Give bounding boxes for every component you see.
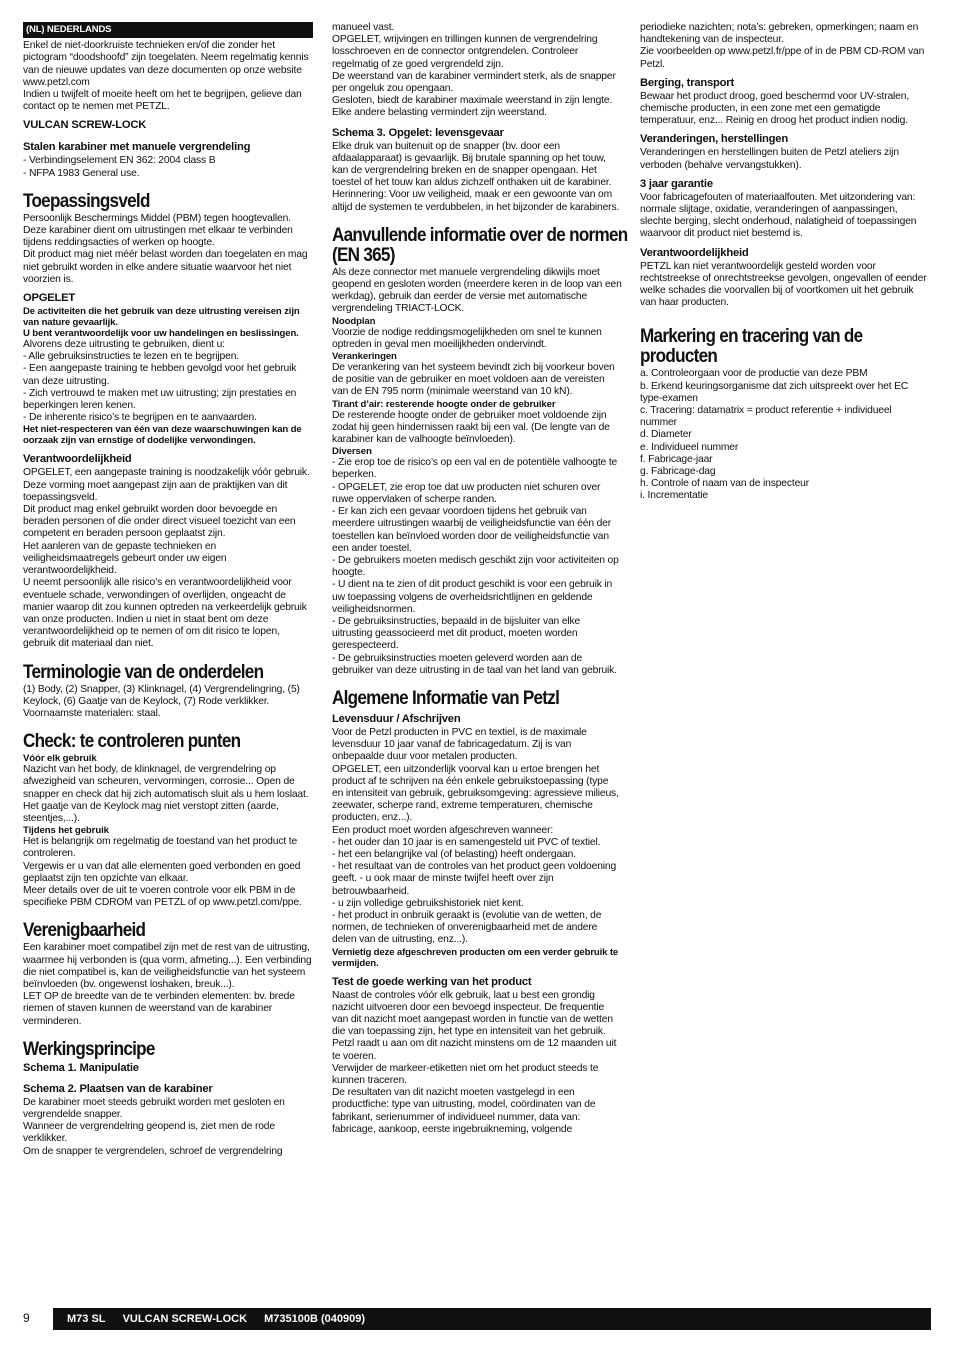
paragraph: Zie voorbeelden op www.petzl.fr/ppe of in de PBM CD-ROM van Petzl. (640, 46, 925, 70)
paragraph: PETZL kan niet verantwoordelijk gesteld worden voor rechtstreekse of onrechtstreekse gevolgen, ongevallen of eender welke schades die voorvallen bij of voortkomen uit het gebruik van haar producten. (640, 260, 927, 309)
list-item: - Zich vertrouwd te maken met uw uitrusting; zijn prestaties en beperkingen leren kenen. (23, 387, 297, 412)
list-item: - u zijn volledige gebruikshistoriek niet kent. (332, 897, 524, 909)
subsection-title: Veranderingen, herstellingen (640, 133, 788, 146)
list-item: g. Fabricage-dag (640, 466, 716, 478)
paragraph: Dit product mag enkel gebruikt worden door bevoegde en beraden personen of die onder direct visueel toezicht van een competent en beraden persoon geplaatst zijn. (23, 504, 296, 540)
intro-text: Enkel de niet-doorkruiste technieken en/of die zonder het pictogram “doodshoofd” zijn toegelaten. Neem regelmatig kennis van de nieuwe updates van deze documenten op onze website www.petzl.com (23, 40, 309, 88)
column-3 (640, 22, 930, 503)
section-title-check: Check: te controleren punten (23, 731, 241, 753)
paragraph: Gesloten, biedt de karabiner maximale weerstand in zijn lengte. Elke andere belasting vermindert zijn weerstand. (332, 95, 613, 119)
list-item: - het ouder dan 10 jaar is en samengesteld uit PVC of textiel. (332, 836, 601, 848)
section-title-aanvullende: Aanvullende informatie over de normen (EN 365) (332, 224, 628, 266)
paragraph: Vergewis er u van dat alle elementen goed verbonden en goed geplaatst zijn ten opzichte van elkaar. (23, 860, 301, 884)
standard-item: - Verbindingselement EN 362: 2004 class B (23, 155, 216, 167)
column-1 (23, 22, 313, 1158)
paragraph: De resultaten van dit nazicht moeten vastgelegd in een productfiche: type van uitrusting, model, coördinaten van de fabrikant, serienummer of individueel nummer, data van: fabricage, aankoop, eerste ingebruikneming, volgende (332, 1087, 596, 1135)
subsection-title: 3 jaar garantie (640, 177, 713, 190)
section-title-verenigbaarheid: Verenigbaarheid (23, 920, 146, 942)
paragraph: Bewaar het product droog, goed beschermd voor UV-stralen, chemische producten, in een zone met een gematigde temperatuur, enz... Reinig en droog het product indien nodig. (640, 90, 910, 127)
intro-text: Indien u twijfelt of moeite heeft om het te begrijpen, gelieve dan contact op te nemen met PETZL. (23, 89, 302, 113)
paragraph: Het is belangrijk om regelmatig de toestand van het product te controleren. (23, 836, 298, 860)
paragraph: Dit product mag niet méér belast worden dan toegelaten en mag niet gebruikt worden in elke andere situatie waarvoor het niet voorzien is. (23, 249, 308, 285)
subsection-title: Tirant d’air: resterende hoogte onder de gebruiker (332, 398, 556, 410)
footer (23, 1308, 931, 1330)
subsection-title: Levensduur / Afschrijven (332, 712, 461, 725)
bold-warning: Het niet-respecteren van één van deze waarschuwingen kan de oorzaak zijn van ernstige of dodelijke verwondingen. (23, 424, 302, 447)
list-item: - Alle gebruiksinstructies te lezen en te begrijpen. (23, 351, 239, 363)
subsection-title: Test de goede werking van het product (332, 975, 532, 988)
list-item: h. Controle of naam van de inspecteur (640, 478, 810, 490)
paragraph: Een karabiner moet compatibel zijn met de rest van de uitrusting, waarmee hij verbonden is (qua vorm, afmeting...). Een verbinding die niet compatibel is, kan de veiligheidsfunctie van het systeem beïnvloeden (bv. ongewenst loshaken, breuk...). (23, 942, 312, 990)
list-item: - De gebruiksinstructies, bepaald in de bijsluiter van elke uitrusting geassocieerd met dit product, moeten worden gerespecteerd. (332, 615, 581, 652)
list-item: - Er kan zich een gevaar voordoen tijdens het gebruik van meerdere uitrustingen waarbij de veiligheidsfunctie van één der toestellen kan beïnvloed worden door de veiligheidsfunctie van een ander toestel. (332, 506, 612, 554)
paragraph: Voorzie de nodige reddingsmogelijkheden om snel te kunnen optreden in geval men moeilijkheden ondervindt. (332, 326, 602, 350)
schema-title: Schema 3. Opgelet: levensgevaar (332, 126, 504, 139)
subsection-title: Diversen (332, 446, 372, 458)
list-item: - OPGELET, zie erop toe dat uw producten niet schuren over ruwe oppervlaken of scherpe randen. (332, 481, 601, 505)
paragraph: OPGELET, wrijvingen en trillingen kunnen de vergrendelring losschroeven en de connector ontgrendelen. Controleer regelmatig of ze goed vergrendeld zijn. (332, 34, 598, 70)
paragraph: Alvorens deze uitrusting te gebruiken, dient u: (23, 339, 225, 351)
schema-title: Schema 2. Plaatsen van de karabiner (23, 1082, 213, 1095)
paragraph: Het aanleren van de gepaste technieken en veiligheidsmaatregels gebeurt onder uw eigen verantwoordelijkheid. (23, 540, 227, 577)
product-name: VULCAN SCREW-LOCK (23, 119, 147, 132)
paragraph: Een product moet worden afgeschreven wanneer: (332, 824, 554, 836)
column-2 (332, 22, 628, 1136)
footer-ref: M735100B (040909) (264, 1313, 365, 1325)
paragraph: De karabiner moet steeds gebruikt worden met gesloten en vergrendelde snapper. (23, 1096, 285, 1120)
paragraph: Verwijder de markeer-etiketten niet om het product steeds te kunnen traceren. (332, 1062, 599, 1087)
bold-warning: De activiteiten die het gebruik van deze uitrusting vereisen zijn van nature gevaarlijk. (23, 306, 300, 329)
subsection-title: Tijdens het gebruik (23, 825, 109, 837)
subsection-title: Verantwoordelijkheid (640, 246, 749, 259)
subsection-title: OPGELET (23, 292, 76, 305)
paragraph: manueel vast. (332, 22, 395, 33)
list-item: c. Tracering: datamatrix = product referentie + individueel nummer (640, 405, 892, 429)
list-item: b. Erkend keuringsorganisme dat zich uitspreekt over het EC type-examen (640, 380, 909, 404)
paragraph: Elke druk van buitenuit op de snapper (bv. door een afdaalapparaat) is gevaarlijk. Bij brutale spanning op het touw, kan de vergrendelring breken en de snapper opengaan. Het toestel of het touw kan aldus zichzelf onthaken uit de karabiner. (332, 140, 612, 189)
paragraph: OPGELET, een aangepaste training is noodzakelijk vóór gebruik. Deze vorming moet aangepast zijn aan de praktijken van dit toepassingsveld. (23, 467, 310, 503)
page-number: 9 (23, 1311, 30, 1325)
bold-warning: U bent verantwoordelijk voor uw handelingen en beslissingen. (23, 328, 299, 340)
list-item: - het een belangrijke val (of belasting) heeft ondergaan. (332, 848, 576, 860)
list-item: - het product in onbruik geraakt is (evolutie van de wetten, de normen, de technieken of onverenigbaarheid met de andere delen van de uitrusting, enz...). (332, 909, 602, 946)
paragraph: Wanneer de vergrendelring geopend is, ziet men de rode verklikker. (23, 1121, 275, 1145)
subsection-title: Noodplan (332, 315, 376, 327)
paragraph: U neemt persoonlijk alle risico’s en verantwoordelijkheid voor eventuele schade, verwondingen of overlijden, ongeacht de manier waarop dit zou kunnen optreden na verkeerdelijk gebruik van onze producten. Indien u niet in staat bent om deze verantwoordelijkheid op te nemen of om dit risico te lopen, gebruik dit materiaal dan niet. (23, 577, 307, 650)
list-item: - Zie erop toe de risico’s op een val en de potentiële valhoogte te beperken. (332, 457, 618, 481)
subsection-title: Verankeringen (332, 351, 397, 363)
paragraph: Om de snapper te vergrendelen, schroef de vergrendelring (23, 1145, 283, 1157)
list-item: i. Incrementatie (640, 490, 708, 502)
footer-code: M73 SL (67, 1313, 106, 1325)
section-title-werkingsprincipe: Werkingsprincipe (23, 1038, 155, 1060)
standard-item: - NFPA 1983 General use. (23, 167, 140, 179)
subsection-title: Verantwoordelijkheid (23, 453, 132, 466)
product-subtitle: Stalen karabiner met manuele vergrendeling (23, 141, 251, 154)
list-item: a. Controleorgaan voor de productie van deze PBM (640, 368, 868, 380)
section-title-toepassingsveld: Toepassingsveld (23, 190, 150, 212)
paragraph: Als deze connector met manuele vergrendeling dikwijls moet geopend en gesloten worden (meerdere keren in de loop van een werkdag), gebruik dan eerder de versie met automatische vergrendeling TRIACT-LOCK. (332, 266, 622, 315)
list-item: - U dient na te zien of dit product geschikt is voor een gebruik in uw toepassing volgens de overheidsrichtlijnen en geldende veiligheidsnormen. (332, 579, 613, 615)
list-item: - De gebruiksinstructies moeten geleverd worden aan de gebruiker van deze uitrusting in de taal van het land van gebruik. (332, 652, 617, 676)
paragraph: periodieke nazichten; nota’s: gebreken, opmerkingen; naam en handtekening van de inspecteur. (640, 22, 919, 46)
paragraph: De verankering van het systeem bevindt zich bij voorkeur boven de positie van de gebruiker en moet voldoen aan de vereisten van de EN 795 norm (minimale weerstand van 10 kN). (332, 362, 615, 398)
language-header: (NL) NEDERLANDS (23, 22, 313, 38)
list-item: - De inherente risico’s te begrijpen en te aanvaarden. (23, 412, 257, 424)
bold-warning: Vernietig deze afgeschreven producten om een verder gebruik te vermijden. (332, 946, 619, 969)
paragraph: De resterende hoogte onder de gebruiker moet voldoende zijn zodat hij geen hindernissen raakt bij een val. (De lengte van de karabiner kan de valhoogte beïnvloeden). (332, 409, 610, 446)
paragraph: Naast de controles vóór elk gebruik, laat u best een grondig nazicht uitvoeren door een bevoegd inspecteur. De frequentie van dit nazicht moet aangepast worden in functie van de wetten die van toepassing zijn, het type en intensiteit van het gebruik. Petzl raadt u aan om dit nazicht minstens om de 12 maanden uit te voeren. (332, 989, 617, 1062)
paragraph: Meer details over de uit te voeren controle voor elk PBM in de specifieke PBM CDROM van PETZL of op www.petzl.com/ppe. (23, 884, 302, 909)
paragraph: Voornaamste materialen: staal. (23, 707, 161, 719)
list-item: - het resultaat van de controles van het product geen voldoening geeft. - u ook maar de minste twijfel heeft over zijn betrouwbaarheid. (332, 861, 617, 897)
list-item: d. Diameter (640, 429, 692, 441)
paragraph: Voor fabricagefouten of materiaalfouten. Met uitzondering van: normale slijtage, oxidatie, veranderingen of aanpassingen, slechte berging, slecht onderhoud, nalatigheid of toepassingen waarvoor dit product niet bestemd is. (640, 191, 917, 240)
paragraph: Nazicht van het body, de klinknagel, de vergrendelring op afwezigheid van scheuren, vervormingen, corrosie... Open de snapper en check dat hij zich automatisch sluit als u hem loslaat. Het gaatje van de Keylock mag niet verstopt zitten (aarde, steentjes,...). (23, 764, 309, 824)
list-item: - Een aangepaste training te hebben gevolgd voor het gebruik van deze uitrusting. (23, 363, 297, 387)
subsection-title: Vóór elk gebruik (23, 753, 97, 765)
section-title-terminologie: Terminologie van de onderdelen (23, 661, 264, 683)
paragraph: Veranderingen en herstellingen buiten de Petzl ateliers zijn verboden (behalve vervangstukken). (640, 147, 899, 171)
section-title-markering: Markering en tracering van de producten (640, 326, 863, 368)
section-title-algemene: Algemene Informatie van Petzl (332, 687, 560, 709)
paragraph: De weerstand van de karabiner vermindert sterk, als de snapper per ongeluk zou opengaan. (332, 70, 616, 95)
paragraph: (1) Body, (2) Snapper, (3) Klinknagel, (4) Vergrendelingring, (5) Keylock, (6) Gaatje van de Keylock, (7) Rode verklikker. (23, 683, 300, 707)
list-item: e. Individueel nummer (640, 441, 739, 453)
list-item: f. Fabricage-jaar (640, 453, 713, 465)
subsection-title: Berging, transport (640, 76, 734, 89)
footer-product: VULCAN SCREW-LOCK (122, 1313, 248, 1325)
paragraph: OPGELET, een uitzonderlijk voorval kan u ertoe brengen het product af te schrijven na één enkele gebruikstoepassing (type en intensiteit van gebruik, gebruiksomgeving: agressieve milieus, zeewater, scherpe rand, extreme temperaturen, chemische producten, enz...). (332, 763, 619, 824)
list-item: - De gebruikers moeten medisch geschikt zijn voor activiteiten op hoogte. (332, 554, 619, 579)
schema-title: Schema 1. Manipulatie (23, 1061, 139, 1074)
paragraph: Voor de Petzl producten in PVC en textiel, is de maximale levensduur 10 jaar vanaf de fabricagedatum. Zij is van onbepaalde duur voor metalen producten. (332, 726, 587, 763)
paragraph: Herinnering: Voor uw veiligheid, maak er een gewoonte van om altijd de systemen te verdubbelen, in het bijzonder de karabiners. (332, 189, 620, 213)
paragraph: LET OP de breedte van de te verbinden elementen: bv. brede riemen of staven kunnen de weerstand van de karabiner verminderen. (23, 991, 295, 1027)
footer-bar (53, 1308, 931, 1330)
paragraph: Persoonlijk Beschermings Middel (PBM) tegen hoogtevallen. Deze karabiner dient om uitrustingen met elkaar te verbinden tijdens reddingsacties of werken op hoogte. (23, 212, 293, 249)
